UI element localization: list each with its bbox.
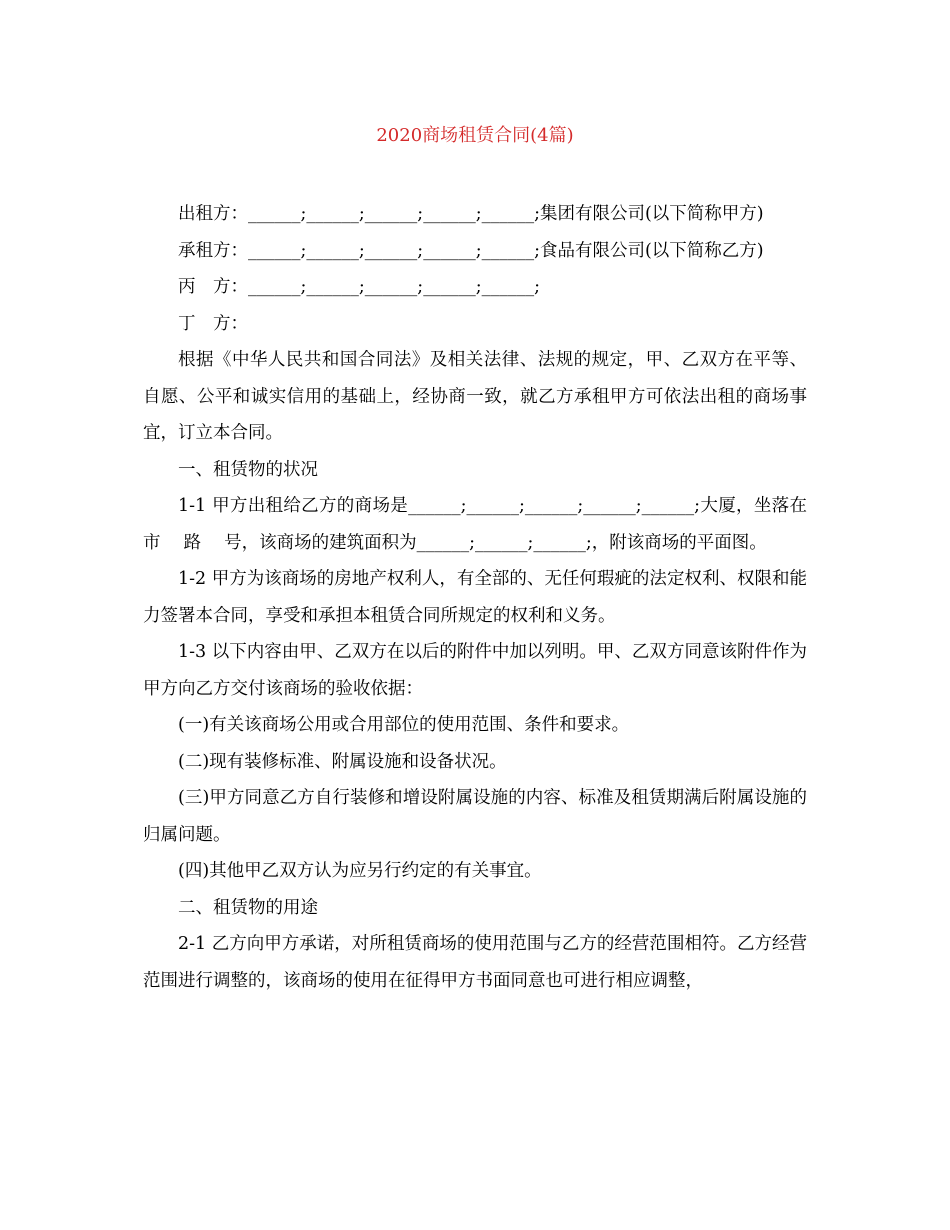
list-item-1: (一)有关该商场公用或合用部位的使用范围、条件和要求。 bbox=[178, 715, 630, 735]
paragraph-party-c: 丙 方：______;______;______;______;______; bbox=[178, 277, 540, 297]
section-heading-2: 二、租赁物的用途 bbox=[178, 897, 318, 918]
document-body bbox=[143, 196, 831, 999]
section-heading-1: 一、租赁物的状况 bbox=[178, 459, 318, 480]
list-item-2: (二)现有装修标准、附属设施和设备状况。 bbox=[178, 751, 507, 772]
clause-2-1: 2-1 乙方向甲方承诺，对所租赁商场的使用范围与乙方的经营范围相符。乙方经营范围进行调整的，该商场的使用在征得甲方书面同意也可进行相应调整， bbox=[143, 934, 807, 991]
paragraph-party-d: 丁 方： bbox=[178, 313, 248, 334]
paragraph-lessee: 承租方：______;______;______;______;______;食品有限公司(以下简称乙方) bbox=[178, 240, 764, 261]
document-title: 2020商场租赁合同(4篇) bbox=[376, 125, 574, 146]
clause-1-3: 1-3 以下内容由甲、乙双方在以后的附件中加以列明。甲、乙双方同意该附件作为甲方向乙方交付该商场的验收依据： bbox=[143, 642, 807, 699]
paragraph-lessor: 出租方：______;______;______;______;______;集团有限公司(以下简称甲方) bbox=[178, 204, 764, 224]
paragraph-preamble: 根据《中华人民共和国合同法》及相关法律、法规的规定，甲、乙双方在平等、自愿、公平和诚实信用的基础上，经协商一致，就乙方承租甲方可依法出租的商场事宜，订立本合同。 bbox=[143, 350, 807, 443]
clause-1-1: 1-1 甲方出租给乙方的商场是______;______;______;______;______;大厦，坐落在 市 路 号，该商场的建筑面积为______;______;______;，附该商场的平面图。 bbox=[143, 496, 831, 553]
clause-1-2: 1-2 甲方为该商场的房地产权利人，有全部的、无任何瑕疵的法定权利、权限和能力签署本合同，享受和承担本租赁合同所规定的权利和义务。 bbox=[143, 569, 807, 626]
list-item-4: (四)其他甲乙双方认为应另行约定的有关事宜。 bbox=[178, 861, 542, 881]
list-item-3: (三)甲方同意乙方自行装修和增设附属设施的内容、标准及租赁期满后附属设施的归属问题。 bbox=[143, 788, 807, 845]
